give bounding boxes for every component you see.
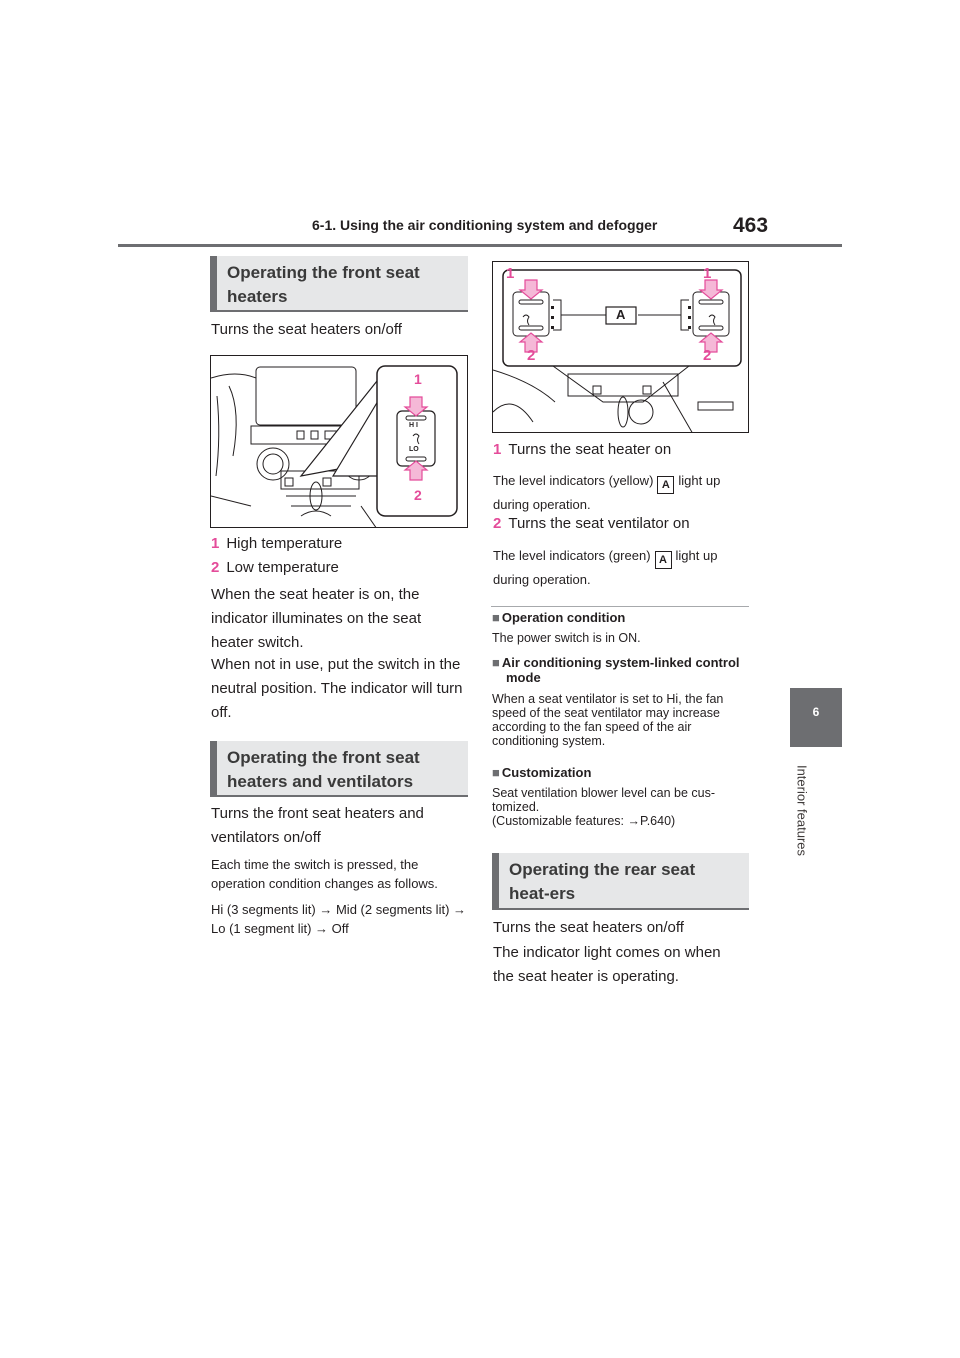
note-heading: ■ Air conditioning system-linked control mode — [492, 655, 740, 685]
heater-ventilator-switch-illustration — [492, 261, 749, 433]
marker-a: A — [657, 476, 674, 494]
paragraph-indicator-on: When the seat heater is on, the indicator illuminates on the seat heater switch. — [211, 586, 422, 651]
note-text: Seat ventilation blower level can be cus-tomized. (Customizable features: →P.640) — [492, 786, 716, 828]
note-press-cycle: Each time the switch is pressed, the operation condition changes as follows. — [211, 857, 438, 891]
section-title: 6-1. Using the air conditioning system and defogger — [312, 217, 658, 233]
switch-lo-label: LO — [409, 446, 419, 453]
indicator-label-a: A — [616, 307, 626, 322]
section-heading-heaters-ventilators: Operating the front seat heaters and ventilators — [210, 741, 468, 797]
chapter-side-label — [788, 756, 810, 866]
note-text: When a seat ventilator is set to Hi, the fan speed of the seat ventilator may increase according to the fan speed of the air conditioning system. — [492, 692, 724, 748]
note-heading: ■ Operation condition — [492, 610, 626, 625]
front-seat-heater-illustration — [210, 355, 468, 528]
dashboard-drawing — [211, 356, 468, 528]
note-heater-indicators: The level indicators (yellow) A light up during operation. — [493, 473, 721, 512]
note-text: The power switch is in ON. — [492, 631, 641, 645]
marker-a: A — [655, 551, 672, 569]
callout-2-left: 2 — [527, 347, 536, 364]
section-heading-front-seat-heaters: Operating the front seat heaters — [210, 256, 468, 312]
note-heading: ■ Customization — [492, 765, 592, 780]
callout-1-right: 1 — [703, 265, 712, 282]
notes-divider — [491, 606, 749, 607]
callout-2-right: 2 — [703, 347, 712, 364]
intro-heaters-ventilators: Turns the front seat heaters and ventilators on/off — [211, 805, 424, 846]
callout-1-left: 1 — [506, 265, 515, 282]
callout-2: 2 — [414, 487, 422, 503]
list-item: 1 High temperature — [211, 535, 343, 552]
intro-front-seat-heaters: Turns the seat heaters on/off — [211, 321, 402, 338]
intro-rear-seat-heaters: Turns the seat heaters on/off — [493, 919, 684, 936]
chapter-tab[interactable] — [790, 688, 842, 747]
note-levels: Hi (3 segments lit) → Mid (2 segments lit) → Lo (1 segment lit) → Off — [211, 902, 467, 936]
list-item: 2 Turns the seat ventilator on — [493, 515, 690, 532]
list-item: 2 Low temperature — [211, 559, 339, 576]
paragraph-neutral: When not in use, put the switch in the neutral position. The indicator will turn off. — [211, 656, 463, 721]
switch-hi-label: H I — [409, 422, 418, 429]
section-heading-rear-seat-heaters: Operating the rear seat heat-ers — [492, 853, 749, 910]
chapter-number: 6 — [812, 705, 820, 719]
page-number: 463 — [733, 214, 769, 237]
callout-1: 1 — [414, 371, 422, 387]
list-item: 1 Turns the seat heater on — [493, 441, 672, 458]
paragraph-rear-indicator: The indicator light comes on when the seat heater is operating. — [493, 944, 721, 985]
header-divider — [118, 244, 842, 247]
chapter-label: Interior features — [794, 764, 810, 857]
note-ventilator-indicators: The level indicators (green) A light up during operation. — [493, 548, 718, 587]
